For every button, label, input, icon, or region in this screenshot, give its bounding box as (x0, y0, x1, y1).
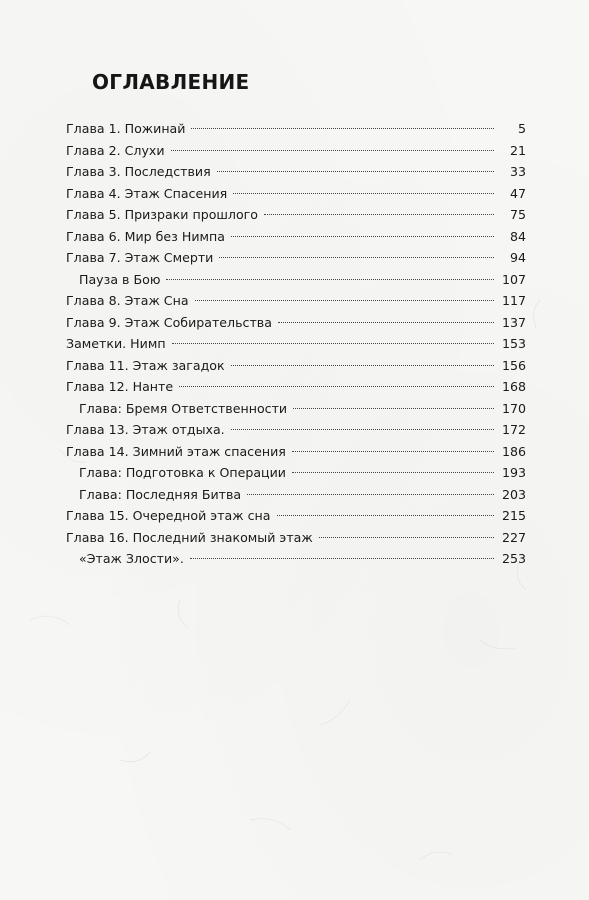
toc-entry (66, 312, 526, 334)
toc-entry (66, 419, 526, 441)
toc-entry (66, 548, 526, 570)
toc-entry (66, 269, 526, 291)
toc-entry-label: Глава 1. Пожинай (66, 121, 186, 136)
toc-entry-label: Глава 13. Этаж отдыха. (66, 422, 225, 437)
toc-entry-label: Глава 14. Зимний этаж спасения (66, 443, 286, 459)
toc-entry (66, 161, 526, 183)
dot-leader (231, 236, 494, 237)
toc-entry-page-number: 75 (509, 207, 526, 222)
toc-entry-page-number: 227 (501, 529, 526, 545)
toc-entry-page-number: 168 (501, 379, 526, 394)
toc-entry (66, 398, 526, 420)
toc-entry-page-number: 47 (509, 185, 526, 201)
toc-entry-page-number: 203 (501, 486, 526, 502)
toc-entry (66, 226, 526, 248)
toc-entry-page-number: 21 (509, 142, 526, 158)
toc-entry-label: Глава: Подготовка к Операции (79, 465, 286, 480)
toc-entry-label: Глава 12. Нанте (66, 379, 174, 394)
toc-entry-page-number: 94 (509, 250, 526, 265)
dot-leader (247, 494, 494, 495)
dot-leader (233, 193, 494, 194)
dot-leader (319, 537, 494, 538)
toc-entry (66, 140, 526, 162)
toc-entry-label: Глава 4. Этаж Спасения (66, 185, 228, 201)
table-of-contents (66, 118, 526, 570)
dot-leader (171, 150, 494, 151)
toc-entry-label: Глава 16. Последний знакомый этаж (66, 529, 313, 545)
dot-leader (278, 322, 494, 323)
toc-entry-page-number: 153 (501, 336, 526, 351)
toc-entry (66, 204, 526, 226)
toc-entry (66, 484, 526, 506)
dot-leader (231, 429, 494, 430)
toc-entry-label: Пауза в Бою (79, 271, 161, 287)
toc-entry (66, 505, 526, 527)
toc-entry-label: «Этаж Злости». (79, 551, 184, 566)
toc-entry-page-number: 84 (509, 228, 526, 244)
toc-entry-page-number: 33 (509, 164, 526, 179)
dot-leader (191, 128, 494, 129)
dot-leader (292, 451, 494, 452)
toc-entry (66, 183, 526, 205)
toc-entry-page-number: 186 (501, 443, 526, 459)
toc-entry-page-number: 5 (517, 121, 526, 136)
toc-entry-label: Глава 9. Этаж Собирательства (66, 314, 272, 330)
toc-entry-label: Глава 5. Призраки прошлого (66, 207, 258, 222)
toc-entry (66, 441, 526, 463)
toc-entry (66, 355, 526, 377)
dot-leader (179, 386, 494, 387)
dot-leader (195, 300, 494, 301)
toc-entry-label: Глава 11. Этаж загадок (66, 357, 225, 373)
dot-leader (217, 171, 494, 172)
toc-entry-label: Глава 8. Этаж Сна (66, 293, 189, 308)
toc-entry-page-number: 215 (501, 508, 526, 523)
dot-leader (292, 472, 494, 473)
toc-entry-label: Глава 3. Последствия (66, 164, 211, 179)
toc-entry-page-number: 156 (501, 357, 526, 373)
toc-entry-page-number: 193 (501, 465, 526, 480)
toc-entry (66, 376, 526, 398)
toc-entry-page-number: 107 (501, 271, 526, 287)
toc-entry-page-number: 172 (501, 422, 526, 437)
toc-entry (66, 462, 526, 484)
page-title: ОГЛАВЛЕНИЕ (92, 70, 250, 94)
toc-entry-label: Глава 6. Мир без Нимпа (66, 228, 225, 244)
toc-entry-label: Глава 2. Слухи (66, 142, 165, 158)
dot-leader (190, 558, 494, 559)
toc-entry (66, 527, 526, 549)
dot-leader (277, 515, 495, 516)
toc-entry-page-number: 117 (501, 293, 526, 308)
dot-leader (172, 343, 494, 344)
toc-entry-label: Глава 15. Очередной этаж сна (66, 508, 271, 523)
dot-leader (231, 365, 494, 366)
toc-entry-label: Заметки. Нимп (66, 336, 166, 351)
toc-entry-label: Глава: Бремя Ответственности (79, 400, 288, 416)
dot-leader (166, 279, 494, 280)
toc-entry-label: Глава: Последняя Битва (79, 486, 242, 502)
toc-entry (66, 290, 526, 312)
toc-entry (66, 333, 526, 355)
toc-entry-page-number: 253 (501, 551, 526, 566)
toc-entry-page-number: 137 (501, 314, 526, 330)
toc-entry (66, 118, 526, 140)
dot-leader (293, 408, 494, 409)
toc-entry-label: Глава 7. Этаж Смерти (66, 250, 214, 265)
toc-entry-page-number: 170 (501, 400, 526, 416)
dot-leader (219, 257, 494, 258)
dot-leader (264, 214, 494, 215)
toc-entry (66, 247, 526, 269)
